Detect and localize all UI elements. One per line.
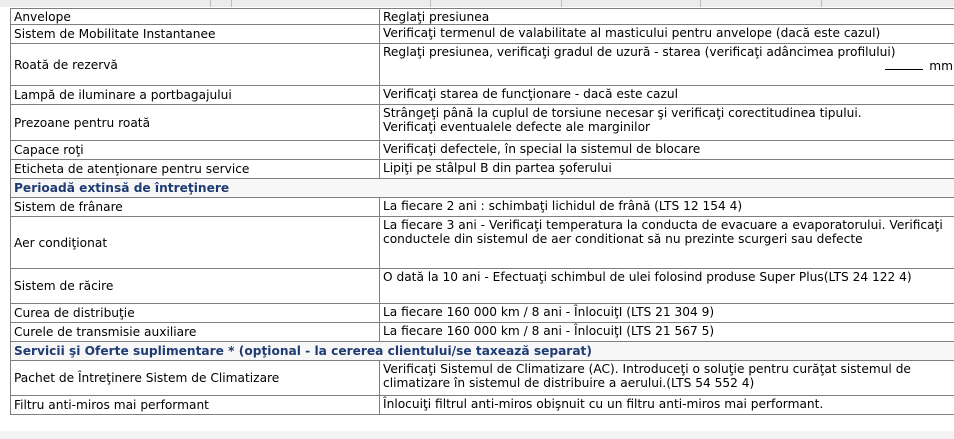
row-action: La fiecare 160 000 km / 8 ani - ÎnlocuiţI (LTS 21 567 5) (380, 323, 954, 342)
table-row (11, 44, 954, 86)
row-action-cell (380, 44, 954, 86)
section-header-row (11, 179, 954, 198)
table-row (11, 323, 954, 342)
row-label: Sistem de frânare (11, 198, 380, 217)
table-row (11, 304, 954, 323)
row-action: Verificaţi Sistemul de Climatizare (AC). Introduceţi o soluţie pentru curăţat sistemul de climatizare în sistemul de distribuire a aerului.(LTS 54 552 4) (380, 361, 954, 396)
row-action: Verificaţi defectele, în special la sistemul de blocare (380, 141, 954, 160)
depth-measure (383, 59, 954, 73)
row-label: Anvelope (11, 9, 380, 25)
row-action: O dată la 10 ani - Efectuaţi schimbul de ulei folosind produse Super Plus(LTS 24 122 4) (380, 269, 954, 304)
section-title-extended: Perioadă extinsă de întreţinere (11, 179, 954, 198)
depth-unit: mm (929, 59, 953, 73)
table-row (11, 396, 954, 415)
row-label: Aer condiţionat (11, 217, 380, 269)
depth-blank-line (885, 59, 923, 70)
row-action: Lipiţi pe stâlpul B din partea şoferului (380, 160, 954, 179)
row-label: Prezoane pentru roată (11, 105, 380, 141)
row-label: Lampă de iluminare a portbagajului (11, 86, 380, 105)
top-strip-segment (700, 0, 822, 7)
document-sheet (0, 7, 954, 431)
table-row (11, 361, 954, 396)
table-row (11, 25, 954, 44)
row-action: La fiecare 160 000 km / 8 ani - ÎnlocuiţI (LTS 21 304 9) (380, 304, 954, 323)
table-row (11, 9, 954, 25)
row-label: Filtru anti-miros mai performant (11, 396, 380, 415)
section-header-row (11, 342, 954, 361)
table-row (11, 160, 954, 179)
table-row (11, 141, 954, 160)
top-strip-segment (210, 0, 232, 7)
row-action: La fiecare 2 ani : schimbaţi lichidul de frână (LTS 12 154 4) (380, 198, 954, 217)
table-row (11, 269, 954, 304)
row-label: Pachet de Întreţinere Sistem de Climatizare (11, 361, 380, 396)
row-action: La fiecare 3 ani - Verificaţi temperatura la conducta de evacuare a evaporatorului. Verificaţi conductele din sistemul de aer conditionat să nu prezinte scurgeri sau defecte (380, 217, 954, 269)
table-row (11, 198, 954, 217)
maintenance-table (10, 8, 954, 415)
row-action: Verificaţi termenul de valabilitate al masticului pentru anvelope (dacă este cazul) (380, 25, 954, 44)
row-action: Înlocuiţi filtrul anti-miros obişnuit cu un filtru anti-miros mai performant. (380, 396, 954, 415)
row-label: Sistem de Mobilitate Instantanee (11, 25, 380, 44)
table-row (11, 86, 954, 105)
row-action: Verificaţi starea de funcţionare - dacă este cazul (380, 86, 954, 105)
row-action: Reglaţi presiunea (380, 9, 954, 25)
section-title-services: Servicii şi Oferte suplimentare * (opţional - la cererea clientului/se taxează separat) (11, 342, 954, 361)
row-label: Curea de distribuţie (11, 304, 380, 323)
row-label: Capace roţi (11, 141, 380, 160)
row-label: Eticheta de atenţionare pentru service (11, 160, 380, 179)
row-action: Strângeţi până la cuplul de torsiune necesar şi verificaţi corectitudinea tipului. Verificaţi eventualele defecte ale marginilor (380, 105, 954, 141)
row-label: Sistem de răcire (11, 269, 380, 304)
top-strip-segment (430, 0, 562, 7)
row-action: Reglaţi presiunea, verificaţi gradul de uzură - starea (verificaţi adâncimea profilului) (383, 45, 896, 59)
row-label: Roată de rezervă (11, 44, 380, 86)
table-row (11, 217, 954, 269)
table-row (11, 105, 954, 141)
row-label: Curele de transmisie auxiliare (11, 323, 380, 342)
